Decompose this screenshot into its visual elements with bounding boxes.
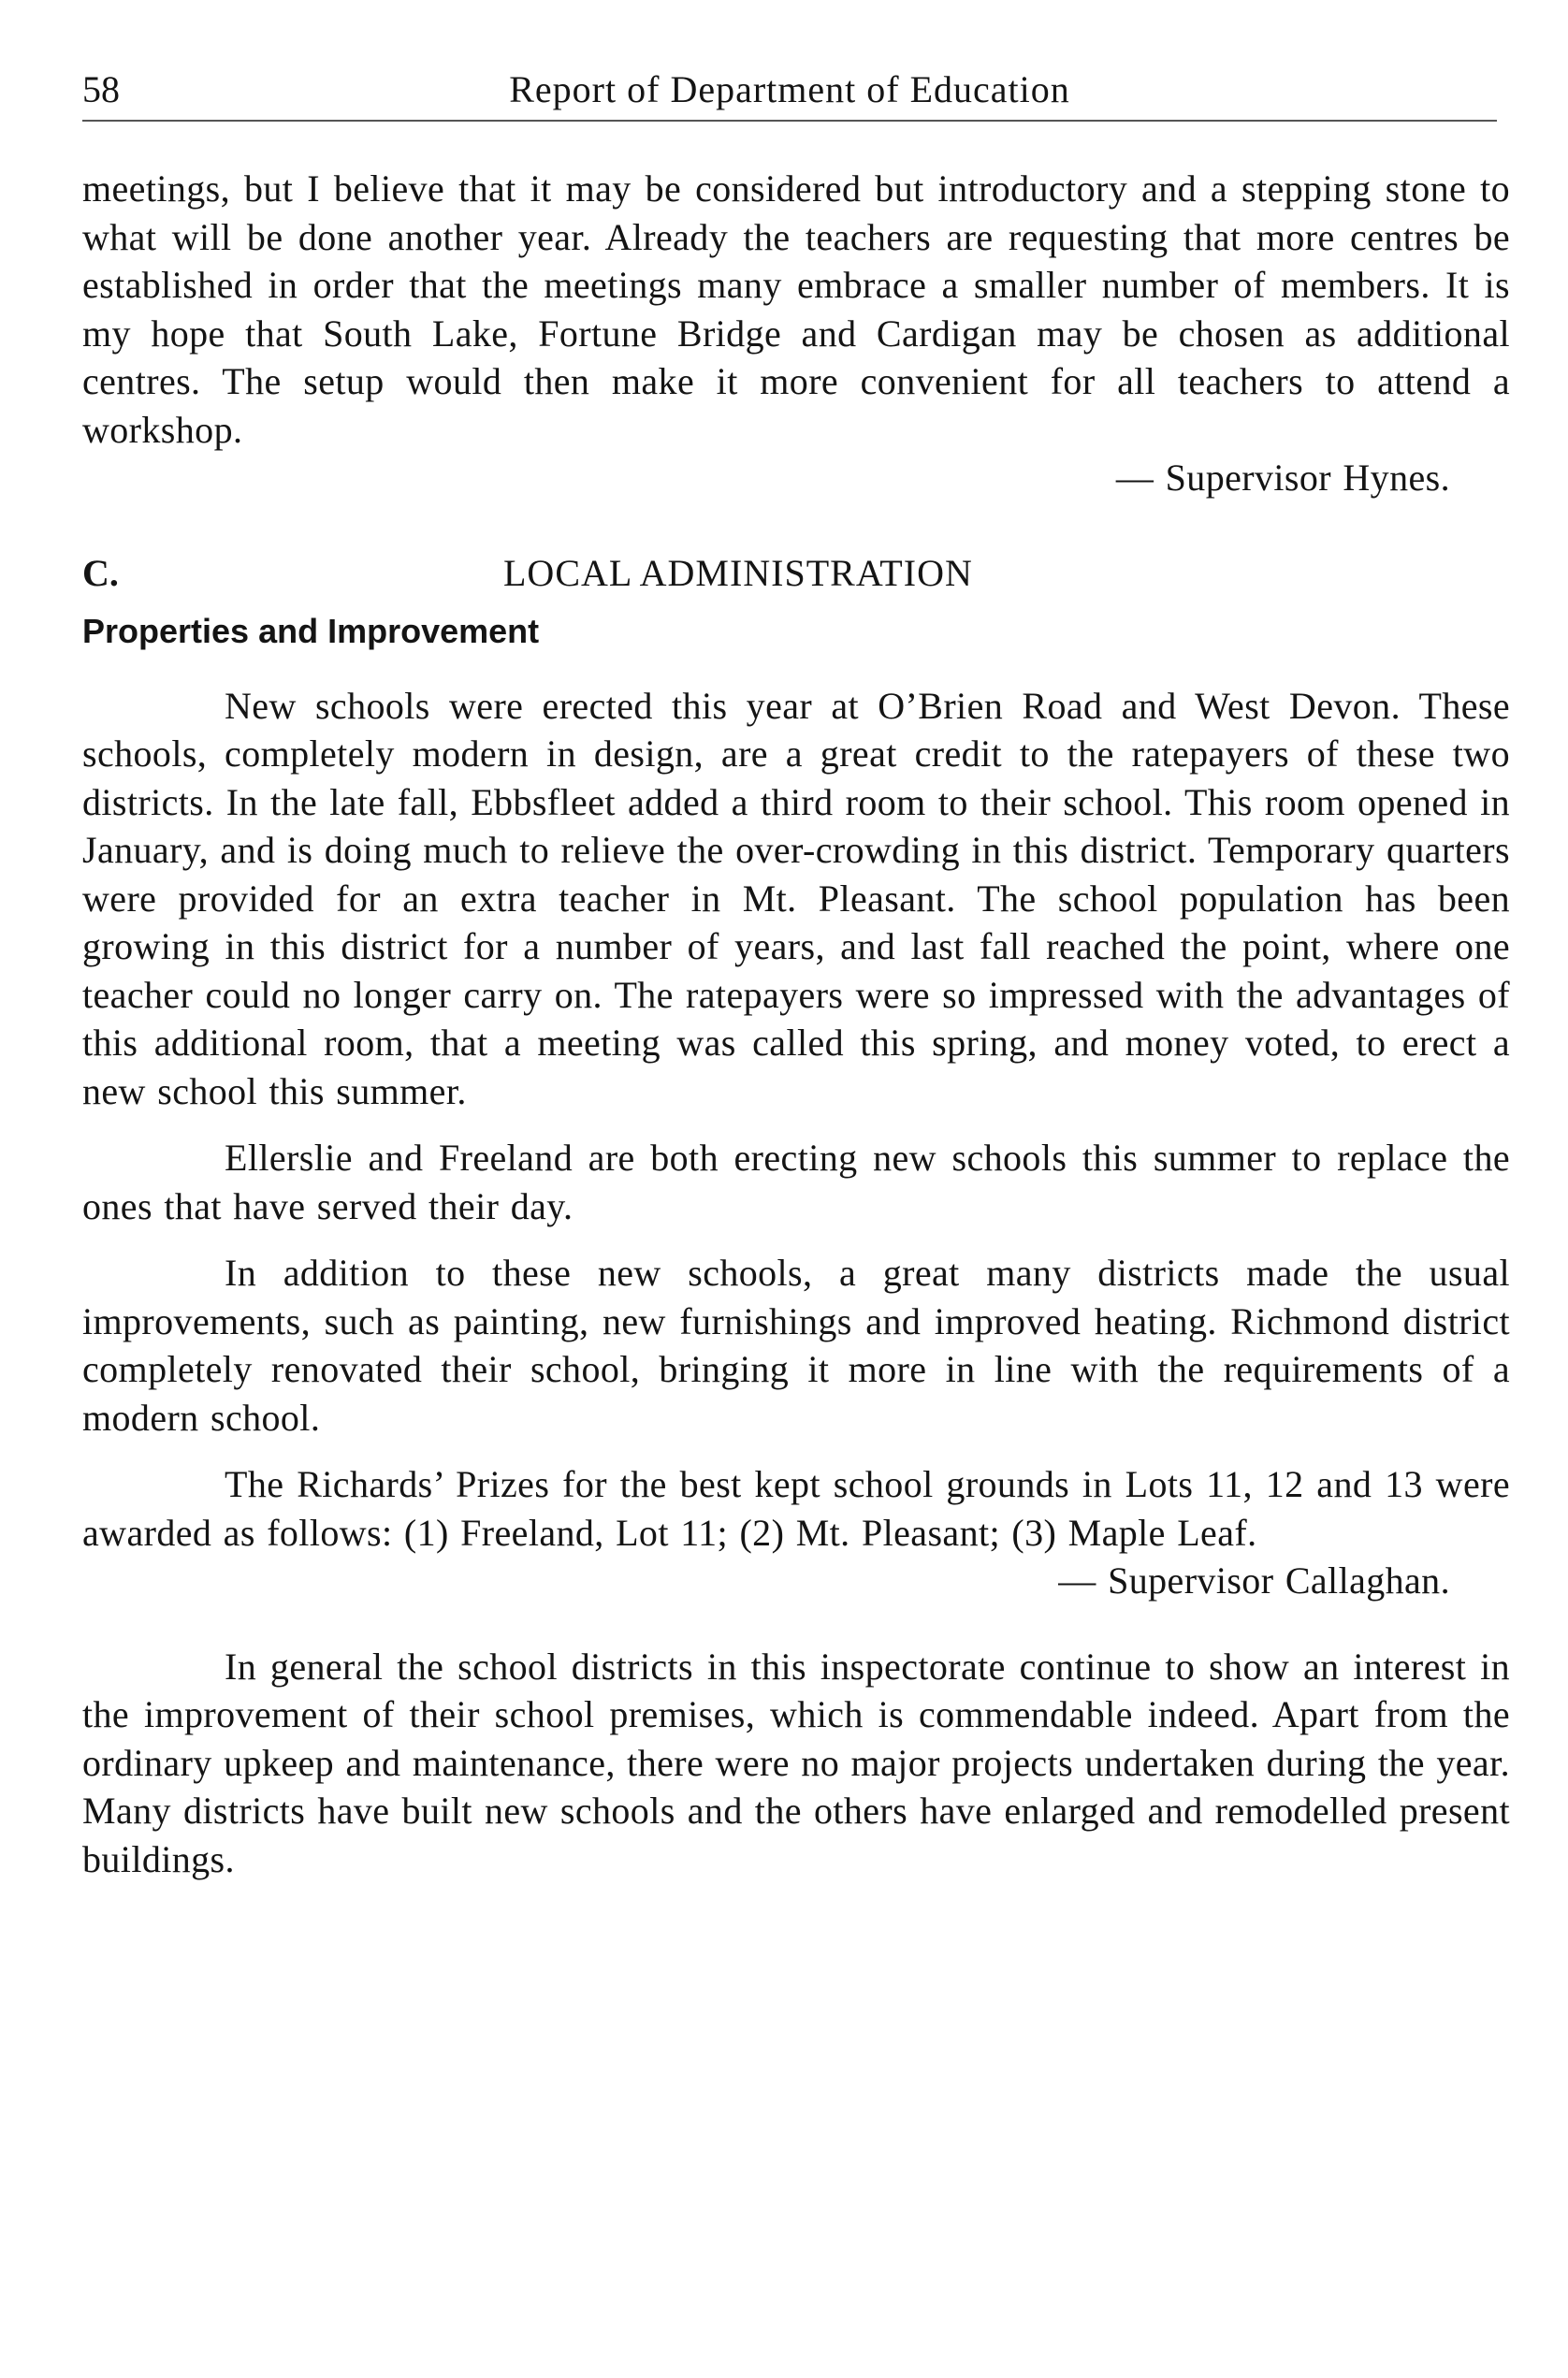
running-head: Report of Department of Education: [509, 68, 1070, 110]
paragraph-continuation: meetings, but I believe that it may be considered but introductory and a stepping stone to what will be done another year. Already the teachers are requesting that more centres be established in order that the meetings many embrace a smaller number of members. It is my hope that South Lake, Fortune Bridge and Cardigan may be chosen as additional centres. The setup would then make it more convenient for all teachers to attend a workshop.: [82, 167, 1510, 451]
section-letter: C.: [82, 551, 119, 594]
paragraph-gap: [82, 1230, 1510, 1249]
paragraph-ellerslie: Ellerslie and Freeland are both erecting new schools this summer to replace the ones that have served their day.: [82, 1137, 1510, 1227]
page-number: 58: [82, 68, 120, 110]
header-rule: [82, 120, 1497, 122]
paragraph-prizes: The Richards’ Prizes for the best kept school grounds in Lots 11, 12 and 13 were awarded as follows: (1) Freeland, Lot 11; (2) Mt. Pleasant; (3) Maple Leaf.: [82, 1463, 1510, 1554]
paragraph-improvements: In addition to these new schools, a great many districts made the usual improvements, such as painting, new furnishings and improved heating. Richmond district completely renovated their school, bringing it more in line with the requirements of a modern school.: [82, 1252, 1510, 1439]
page-header: [82, 62, 1497, 118]
paragraph-general: In general the school districts in this inspectorate continue to show an interest in the improvement of their school premises, which is commendable indeed. Apart from the ordinary upkeep and maintenance, there were no major projects undertaken during the year. Many districts have built new schools and the others have enlarged and remodelled present buildings.: [82, 1645, 1510, 1880]
section-heading: [82, 545, 1510, 602]
paragraph-new-schools: New schools were erected this year at O’Brien Road and West Devon. These schools, completely modern in design, are a great credit to the ratepayers of these two districts. In the late fall, Ebbsfleet added a third room to their school. This room opened in January, and is doing much to relieve the over-crowding in this district. Temporary quarters were provided for an extra teacher in Mt. Pleasant. The school population has been growing in this district for a number of years, and last fall reached the point, where one teacher could no longer carry on. The ratepayers were so impressed with the advantages of this additional room, that a meeting was called this spring, and money voted, to erect a new school this summer.: [82, 684, 1510, 1112]
paragraph-gap: [82, 1115, 1510, 1134]
signature-hynes: — Supervisor Hynes.: [1115, 457, 1450, 499]
paragraph-gap: [82, 1605, 1510, 1643]
signature-callaghan: — Supervisor Callaghan.: [1058, 1559, 1450, 1602]
page-content: [82, 165, 1510, 1883]
subheading: Properties and Improvement: [82, 611, 540, 650]
section-title: LOCAL ADMINISTRATION: [503, 551, 973, 594]
paragraph-gap: [82, 1442, 1510, 1460]
